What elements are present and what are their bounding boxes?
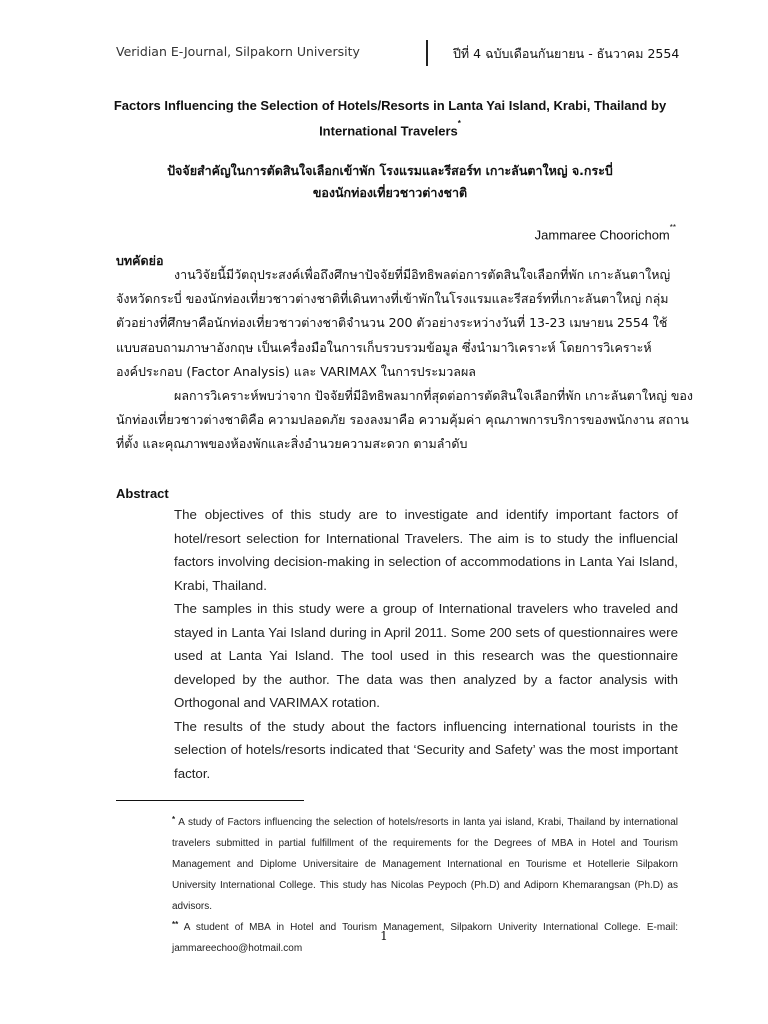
abstract-paragraph-1: The objectives of this study are to investigate and identify important factors of hotel/resort selection for International Travelers. The aim is to study the influencial factors involving decision-making in selection of accommodations in Lanta Yai Island, Krabi, Thailand. — [174, 507, 678, 593]
thai-abstract-heading: บทคัดย่อ — [116, 253, 164, 268]
author — [430, 223, 676, 243]
page-number: 1 — [380, 929, 388, 943]
thai-line: จังหวัดกระบี่ ของนักท่องเที่ยวชาวต่างชาติที่เดินทางที่เข้าพักในโรงแรมและรีสอร์ทที่เกาะลันตาใหญ่ กลุ่ม — [116, 291, 669, 307]
footnote-1 — [116, 812, 678, 917]
thai-line: ตัวอย่างที่ศึกษาคือนักท่องเที่ยวชาวต่างชาติจำนวน 200 ตัวอย่างระหว่างวันที่ 13-23 เมษายน 2554 ใช้ — [116, 315, 668, 331]
abstract-paragraph-3: The results of the study about the factors influencing international tourists in the selection of hotels/resorts indicated that ‘Security and Safety’ was the most important factor. — [174, 718, 678, 781]
english-title-line2: International Travelers — [319, 123, 458, 139]
abstract-body — [116, 503, 678, 785]
thai-line: องค์ประกอบ (Factor Analysis) และ VARIMAX ในการประมวลผล — [116, 363, 476, 379]
abstract-heading: Abstract — [116, 486, 169, 501]
thai-abstract-body — [116, 263, 694, 457]
header-divider — [426, 40, 428, 66]
footnote-2-mark: ** — [172, 920, 179, 929]
thai-line: ที่ตั้ง และคุณภาพของห้องพักและสิ่งอำนวยความสะดวก ตามลำดับ — [116, 436, 468, 452]
footnote-1-mark: * — [172, 815, 176, 824]
thai-line: แบบสอบถามภาษาอังกฤษ เป็นเครื่องมือในการเก็บรวบรวมข้อมูล ซึ่งนำมาวิเคราะห์ โดยการวิเคราะห์ — [116, 339, 652, 355]
issue-info: ปีที่ 4 ฉบับเดือนกันยายน - ธันวาคม 2554 — [453, 46, 680, 61]
thai-line: นักท่องเที่ยวชาวต่างชาติคือ ความปลอดภัย รองลงมาคือ ความคุ้มค่า คุณภาพการบริการของพนักงาน สถาน — [116, 412, 689, 428]
thai-line: งานวิจัยนี้มีวัตถุประสงค์เพื่อถึงศึกษาปัจจัยที่มีอิทธิพลต่อการตัดสินใจเลือกที่พัก เกาะลันตาใหญ่ — [174, 267, 671, 282]
footnote-rule — [116, 800, 304, 801]
footnote-1-text: A study of Factors influencing the selection of hotels/resorts in lanta yai island, Krabi, Thailand by international travelers submitted in partial fulfillment of the requirements for the Degrees of MBA in Hotel and Tourism Management and Diplome Universitaire de Management International en Tourisme et Hotellerie Silpakorn University International College. This study has Nicolas Peypoch (Ph.D) and Adiporn Khemarangsan (Ph.D) as advisors. — [172, 817, 678, 912]
thai-title — [100, 160, 680, 204]
journal-name: Veridian E-Journal, Silpakorn University — [116, 44, 360, 59]
english-title-line1: Factors Influencing the Selection of Hotels/Resorts in Lanta Yai Island, Krabi, Thailand by — [113, 98, 667, 113]
thai-title-line1: ปัจจัยสำคัญในการตัดสินใจเลือกเข้าพัก โรงแรมและรีสอร์ท เกาะลันตาใหญ่ จ.กระบี่ — [167, 163, 613, 178]
footnote-2-text: A student of MBA in Hotel and Tourism Management, Silpakorn Univerity International College. E-mail: jammareechoo@hotmail.com — [172, 922, 678, 954]
title-footnote-mark: * — [457, 119, 461, 128]
english-title — [100, 95, 680, 142]
thai-title-line2: ของนักท่องเที่ยวชาวต่างชาติ — [312, 185, 468, 200]
author-footnote-mark: ** — [669, 223, 676, 232]
abstract-paragraph-2: The samples in this study were a group of International travelers who traveled and stayed in Lanta Yai Island during in April 2011. Some 200 sets of questionnaires were used at Lanta Yai Island. The tool used in this research was the questionnaire developed by the author. The data was then analyzed by a factor analysis with Orthogonal and VARIMAX rotation. — [174, 601, 678, 710]
thai-line: ผลการวิเคราะห์พบว่าจาก ปัจจัยที่มีอิทธิพลมากที่สุดต่อการตัดสินใจเลือกที่พัก เกาะลันตาใหญ่ ของ — [174, 388, 694, 404]
author-name: Jammaree Choorichom — [534, 227, 670, 243]
